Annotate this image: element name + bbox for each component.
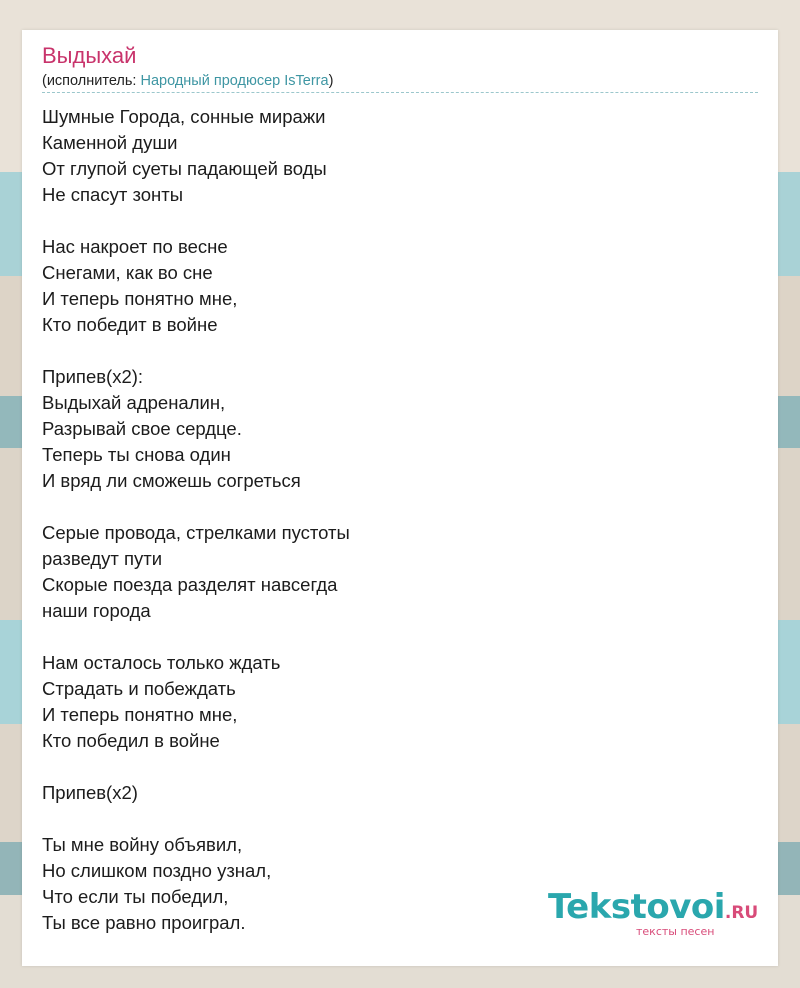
lyric-line: Страдать и побеждать: [42, 678, 236, 699]
stanza-break: [42, 338, 350, 364]
lyric-line: Кто победил в войне: [42, 730, 220, 751]
logo-domain: .RU: [724, 903, 759, 923]
lyric-line: Ты все равно проиграл.: [42, 912, 246, 933]
lyric-line: Что если ты победил,: [42, 886, 229, 907]
lyric-line: И вряд ли сможешь согреться: [42, 470, 301, 491]
lyric-line: Выдыхай адреналин,: [42, 392, 226, 413]
lyric-line: Припев(x2): [42, 782, 138, 803]
lyric-line: Но слишком поздно узнал,: [42, 860, 272, 881]
lyric-line: Не спасут зонты: [42, 184, 184, 205]
logo-tagline: тексты песен: [636, 925, 715, 938]
stanza-break: [42, 806, 350, 832]
lyric-line: Шумные Города, сонные миражи: [42, 106, 326, 127]
lyric-line: Нам осталось только ждать: [42, 652, 281, 673]
lyric-line: Серые провода, стрелками пустоты: [42, 522, 350, 543]
lyric-line: разведут пути: [42, 548, 163, 569]
lyric-line: Нас накроет по весне: [42, 236, 228, 257]
lyric-line: наши города: [42, 600, 151, 621]
site-logo[interactable]: [548, 887, 759, 930]
logo-name: Tekstovoi: [548, 887, 725, 927]
lyric-line: Скорые поезда разделят навсегда: [42, 574, 338, 595]
lyrics-page: [22, 30, 778, 966]
artist-link[interactable]: Народный продюсер IsTerra: [140, 73, 329, 89]
lyric-line: Припев(x2):: [42, 366, 144, 387]
stanza-break: [42, 494, 350, 520]
lyric-line: Каменной души: [42, 132, 178, 153]
song-title: Выдыхай: [42, 43, 137, 68]
lyric-line: Теперь ты снова один: [42, 444, 231, 465]
lyric-line: Разрывай свое сердце.: [42, 418, 242, 439]
lyric-line: Ты мне войну объявил,: [42, 834, 243, 855]
lyric-line: Кто победит в войне: [42, 314, 218, 335]
stanza-break: [42, 754, 350, 780]
title-divider: [42, 92, 758, 93]
stanza-break: [42, 624, 350, 650]
artist-prefix: (исполнитель:: [42, 73, 141, 89]
lyrics-text: [42, 104, 350, 936]
lyric-line: И теперь понятно мне,: [42, 704, 238, 725]
artist-line: [42, 73, 333, 89]
lyric-line: От глупой суеты падающей воды: [42, 158, 327, 179]
lyric-line: И теперь понятно мне,: [42, 288, 238, 309]
artist-suffix: ): [328, 73, 334, 89]
stanza-break: [42, 208, 350, 234]
lyric-line: Снегами, как во сне: [42, 262, 213, 283]
